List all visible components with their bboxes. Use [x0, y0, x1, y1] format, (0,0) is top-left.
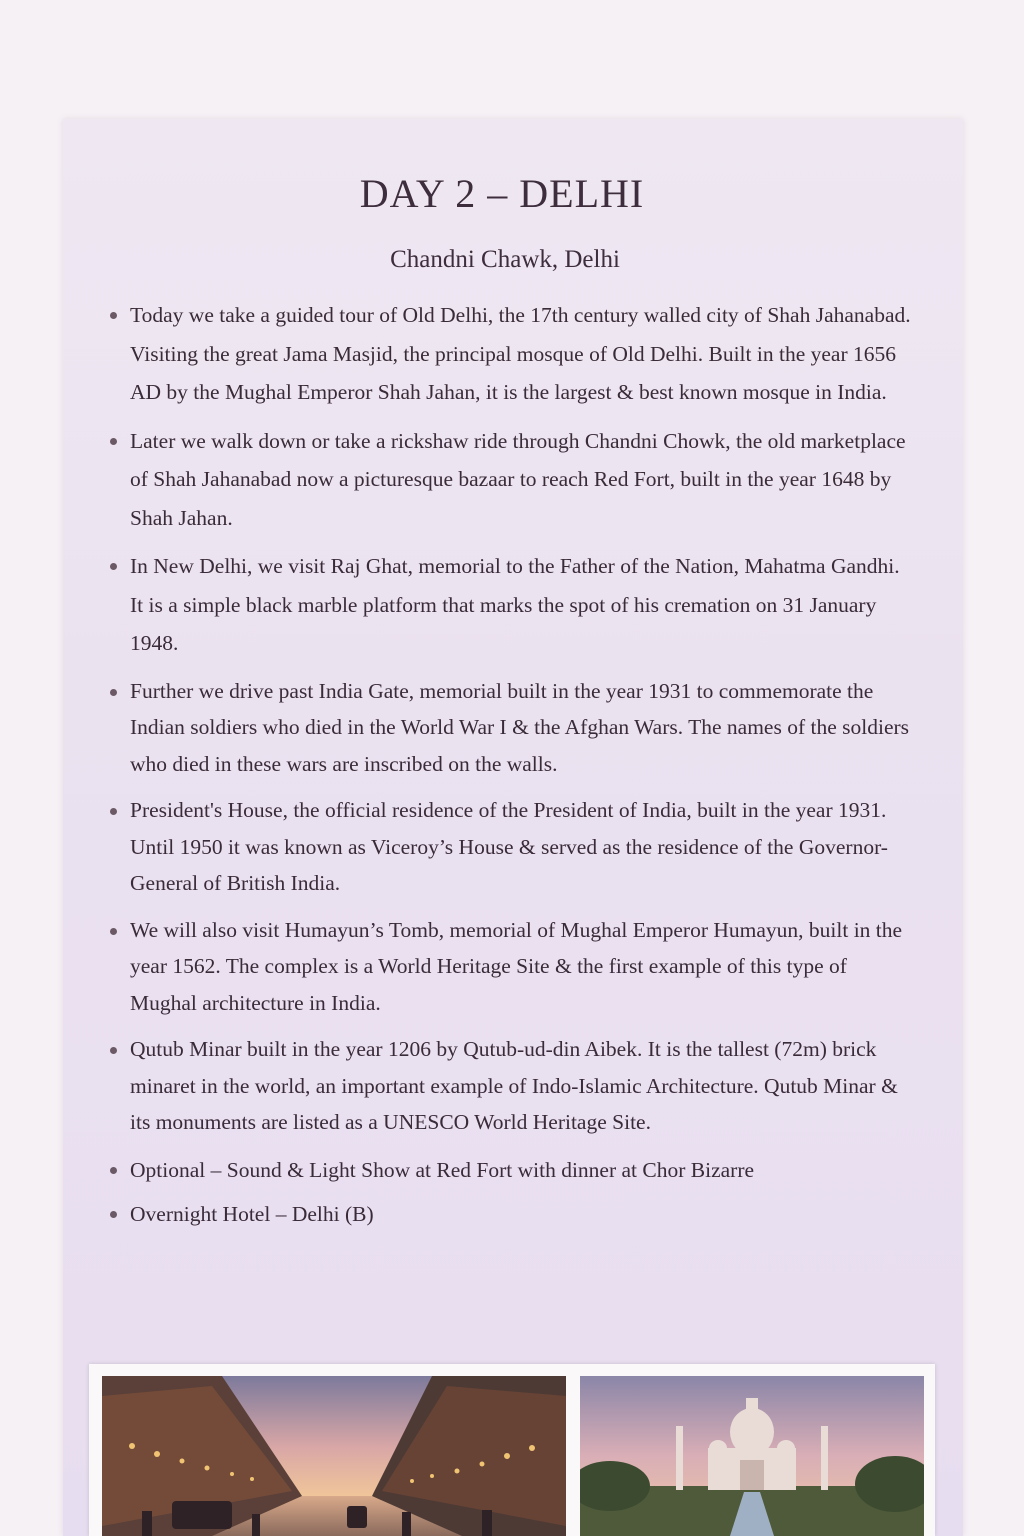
list-item: Further we drive past India Gate, memorial built in the year 1931 to commemorate the Indian soldiers who died in the World War I & the Afghan Wars. The names of the soldiers who died in these wars are inscribed on the walls. — [108, 673, 918, 783]
list-item: In New Delhi, we visit Raj Ghat, memorial to the Father of the Nation, Mahatma Gandhi. It is a simple black marble platform that marks the spot of his cremation on 31 January 1948. — [108, 547, 918, 663]
list-item: President's House, the official residence of the President of India, built in the year 1931. Until 1950 it was known as Viceroy’s House & served as the residence of the Governor-General of British India. — [108, 792, 918, 902]
list-item: Overnight Hotel – Delhi (B) — [108, 1195, 918, 1234]
list-item: Later we walk down or take a rickshaw ride through Chandni Chowk, the old marketplace of Shah Jahanabad now a picturesque bazaar to reach Red Fort, built in the year 1648 by Shah Jahan. — [108, 422, 918, 538]
chandni-chowk-photo — [102, 1376, 566, 1536]
list-item: Today we take a guided tour of Old Delhi, the 17th century walled city of Shah Jahanabad. Visiting the great Jama Masjid, the principal mosque of Old Delhi. Built in the year 1656 AD by the Mughal Emperor Shah Jahan, it is the largest & best known mosque in India. — [108, 296, 918, 412]
list-item: We will also visit Humayun’s Tomb, memorial of Mughal Emperor Humayun, built in the year 1562. The complex is a World Heritage Site & the first example of this type of Mughal architecture in India. — [108, 912, 918, 1022]
page-subtitle: Chandni Chawk, Delhi — [390, 246, 620, 273]
itinerary-list — [108, 296, 918, 1240]
photo-strip — [89, 1364, 935, 1536]
list-item: Qutub Minar built in the year 1206 by Qutub-ud-din Aibek. It is the tallest (72m) brick minaret in the world, an important example of Indo-Islamic Architecture. Qutub Minar & its monuments are listed as a UNESCO World Heritage Site. — [108, 1031, 918, 1141]
list-item: Optional – Sound & Light Show at Red Fort with dinner at Chor Bizarre — [108, 1151, 918, 1190]
page-title: DAY 2 – DELHI — [359, 171, 645, 216]
taj-mahal-photo — [580, 1376, 924, 1536]
